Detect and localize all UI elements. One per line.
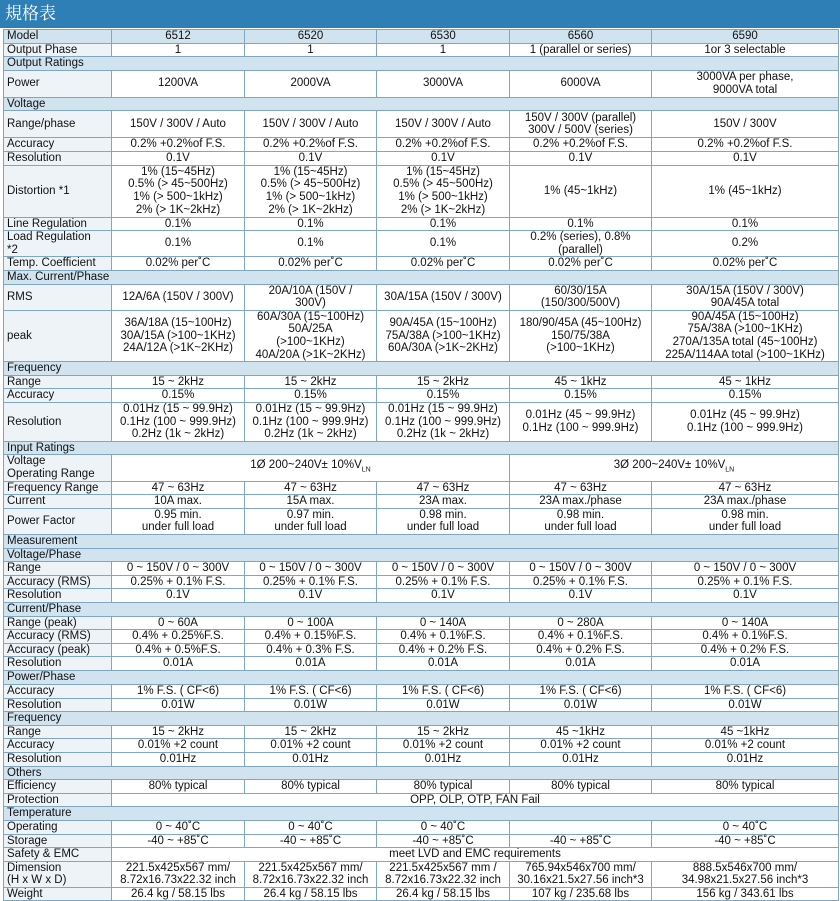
spec-row <box>4 575 839 589</box>
row-label: Safety & EMC <box>4 848 112 862</box>
cell-value: 80% typical <box>510 780 652 794</box>
spec-table-body <box>4 30 839 901</box>
cell-value: 0.4% + 0.2% F.S. <box>510 643 652 657</box>
cell-value: 6000VA <box>510 70 652 97</box>
row-label: Range <box>4 562 112 576</box>
row-label: Resolution <box>4 402 112 441</box>
cell-value: 0.01% +2 count <box>377 739 510 753</box>
spec-row <box>4 389 839 403</box>
spec-row <box>4 138 839 152</box>
row-label: Operating <box>4 820 112 834</box>
spec-row <box>4 616 839 630</box>
section-header <box>4 670 839 684</box>
cell-value: 6520 <box>245 30 377 44</box>
row-label: Distortion *1 <box>4 165 112 217</box>
row-label: Weight <box>4 887 112 901</box>
cell-value: 12A/6A (150V / 300V) <box>112 284 245 310</box>
row-label: Accuracy (RMS) <box>4 630 112 644</box>
row-label: Resolution <box>4 752 112 766</box>
cell-value <box>510 455 839 481</box>
cell-value: 0.01% +2 count <box>652 739 839 753</box>
section-label: Input Ratings <box>4 441 839 455</box>
spec-row <box>4 562 839 576</box>
row-label: Range (peak) <box>4 616 112 630</box>
cell-value: 15 ~ 2kHz <box>377 725 510 739</box>
cell-value: 0.01Hz <box>245 752 377 766</box>
cell-value: 0.97 min. under full load <box>245 508 377 534</box>
cell-value: 0 ~ 40˚C <box>245 820 377 834</box>
cell-value: 0.25% + 0.1% F.S. <box>112 575 245 589</box>
cell-value: 0.2% +0.2%of F.S. <box>377 138 510 152</box>
spec-row <box>4 589 839 603</box>
cell-value: -40 ~ +85˚C <box>377 834 510 848</box>
spec-row <box>4 887 839 901</box>
spec-row <box>4 725 839 739</box>
cell-value: 15A max. <box>245 495 377 509</box>
cell-value: 1200VA <box>112 70 245 97</box>
cell-value: 0.01W <box>245 698 377 712</box>
spec-row <box>4 793 839 807</box>
cell-value: 20A/10A (150V / 300V) <box>245 284 377 310</box>
cell-value: 0.1V <box>652 151 839 165</box>
row-label: peak <box>4 310 112 361</box>
cell-value: 0.15% <box>112 389 245 403</box>
row-label: Resolution <box>4 589 112 603</box>
cell-text: 1Ø 200~240V± 10%V <box>250 459 362 472</box>
cell-value: 0.25% + 0.1% F.S. <box>510 575 652 589</box>
cell-value: 0.02% per˚C <box>245 257 377 271</box>
row-label: Line Regulation <box>4 217 112 231</box>
cell-value: 47 ~ 63Hz <box>112 481 245 495</box>
cell-value: 0 ~ 150V / 0 ~ 300V <box>112 562 245 576</box>
page-title: 規格表 <box>0 0 840 28</box>
cell-value: OPP, OLP, OTP, FAN Fail <box>112 793 839 807</box>
cell-value: 0.01A <box>245 657 377 671</box>
spec-row <box>4 165 839 217</box>
cell-value: 6590 <box>652 30 839 44</box>
cell-value: 0.4% + 0.1%F.S. <box>652 630 839 644</box>
cell-value: 0.01Hz <box>652 752 839 766</box>
section-header <box>4 270 839 284</box>
cell-value: 0.1% <box>112 231 245 257</box>
cell-value: 0.2% +0.2%of F.S. <box>652 138 839 152</box>
spec-row <box>4 820 839 834</box>
cell-value: 0.02% per˚C <box>377 257 510 271</box>
cell-value: 221.5x425x567 mm / 8.72x16.73x22.32 inch <box>377 861 510 887</box>
spec-row <box>4 630 839 644</box>
row-label: Power <box>4 70 112 97</box>
row-label: Efficiency <box>4 780 112 794</box>
cell-value: 0.02% per˚C <box>510 257 652 271</box>
cell-value: 150V / 300V / Auto <box>377 111 510 138</box>
spec-row <box>4 657 839 671</box>
cell-value: 1 (parallel or series) <box>510 43 652 57</box>
cell-value: 0.4% + 0.5%F.S. <box>112 643 245 657</box>
cell-value: 15 ~ 2kHz <box>245 375 377 389</box>
cell-value: 180/90/45A (45~100Hz) 150/75/38A (>100~1KHz) <box>510 310 652 361</box>
row-label: Resolution <box>4 657 112 671</box>
spec-row <box>4 698 839 712</box>
row-label: Voltage Operating Range <box>4 455 112 481</box>
cell-value: 15 ~ 2kHz <box>112 375 245 389</box>
cell-value: 0 ~ 150V / 0 ~ 300V <box>377 562 510 576</box>
cell-value: 0.2% +0.2%of F.S. <box>245 138 377 152</box>
cell-value: 15 ~ 2kHz <box>245 725 377 739</box>
cell-value: 0.1V <box>377 151 510 165</box>
row-label: Protection <box>4 793 112 807</box>
spec-row <box>4 455 839 481</box>
spec-row <box>4 495 839 509</box>
row-label: Accuracy <box>4 138 112 152</box>
cell-value: 0.4% + 0.2% F.S. <box>377 643 510 657</box>
cell-value: -40 ~ +85˚C <box>510 834 652 848</box>
spec-row <box>4 780 839 794</box>
section-label: Frequency <box>4 362 839 376</box>
cell-value: 0.01Hz (45 ~ 99.9Hz) 0.1Hz (100 ~ 999.9Hz) <box>510 402 652 441</box>
cell-value: 15 ~ 2kHz <box>112 725 245 739</box>
section-label: Power/Phase <box>4 670 839 684</box>
cell-value: 6560 <box>510 30 652 44</box>
spec-row <box>4 30 839 44</box>
cell-value: 1 <box>377 43 510 57</box>
section-label: Max. Current/Phase <box>4 270 839 284</box>
cell-value: 36A/18A (15~100Hz) 30A/15A (>100~1KHz) 24A/12A (>1K~2KHz) <box>112 310 245 361</box>
cell-value: 45 ~ 1kHz <box>510 375 652 389</box>
cell-value: 0.15% <box>510 389 652 403</box>
cell-value: 26.4 kg / 58.15 lbs <box>245 887 377 901</box>
section-header <box>4 57 839 71</box>
spec-row <box>4 508 839 534</box>
row-label: Resolution <box>4 151 112 165</box>
cell-value: 0.1V <box>510 151 652 165</box>
cell-value: 0.25% + 0.1% F.S. <box>652 575 839 589</box>
spec-row <box>4 481 839 495</box>
cell-value: 1% F.S. ( CF<6) <box>245 684 377 698</box>
cell-value: 1or 3 selectable <box>652 43 839 57</box>
row-label: Resolution <box>4 698 112 712</box>
cell-value: 60/30/15A (150/300/500V) <box>510 284 652 310</box>
cell-value: 1% F.S. ( CF<6) <box>112 684 245 698</box>
cell-value: 0.4% + 0.25%F.S. <box>112 630 245 644</box>
cell-value: 0.01W <box>510 698 652 712</box>
cell-value: 0.01% +2 count <box>510 739 652 753</box>
row-label: Power Factor <box>4 508 112 534</box>
spec-row <box>4 752 839 766</box>
cell-value: 0.02% per˚C <box>112 257 245 271</box>
row-label: Range/phase <box>4 111 112 138</box>
cell-value: 45 ~ 1kHz <box>652 375 839 389</box>
cell-value: 0.98 min. under full load <box>652 508 839 534</box>
cell-value: 6512 <box>112 30 245 44</box>
cell-value: 0.98 min. under full load <box>510 508 652 534</box>
cell-value: 0.01A <box>377 657 510 671</box>
cell-value: 0 ~ 150V / 0 ~ 300V <box>245 562 377 576</box>
cell-value: 221.5x425x567 mm/ 8.72x16.73x22.32 inch <box>245 861 377 887</box>
row-label: Output Phase <box>4 43 112 57</box>
row-label: Accuracy <box>4 389 112 403</box>
cell-value: 0.4% + 0.1%F.S. <box>377 630 510 644</box>
row-label: RMS <box>4 284 112 310</box>
row-label: Accuracy <box>4 739 112 753</box>
cell-value: -40 ~ +85˚C <box>652 834 839 848</box>
cell-value: 0.2% (series), 0.8% (parallel) <box>510 231 652 257</box>
cell-value: 888.5x546x700 mm/ 34.98x21.5x27.56 inch*3 <box>652 861 839 887</box>
row-label: Range <box>4 725 112 739</box>
section-label: Current/Phase <box>4 603 839 617</box>
section-label: Frequency <box>4 712 839 726</box>
spec-row <box>4 43 839 57</box>
cell-value: 45 ~1kHz <box>652 725 839 739</box>
cell-value: 1% (15~45Hz) 0.5% (> 45~500Hz) 1% (> 500~1kHz) 2% (> 1K~2kHz) <box>377 165 510 217</box>
cell-value: 0.1V <box>112 589 245 603</box>
cell-value: 0.2% <box>652 231 839 257</box>
cell-value: 2000VA <box>245 70 377 97</box>
cell-value: 80% typical <box>245 780 377 794</box>
cell-value: 0.25% + 0.1% F.S. <box>245 575 377 589</box>
spec-row <box>4 643 839 657</box>
spec-row <box>4 284 839 310</box>
cell-value: 0.4% + 0.3% F.S. <box>245 643 377 657</box>
cell-value: 0.01Hz (45 ~ 99.9Hz) 0.1Hz (100 ~ 999.9Hz) <box>652 402 839 441</box>
section-header <box>4 441 839 455</box>
row-label: Frequency Range <box>4 481 112 495</box>
cell-value: 0.1% <box>245 217 377 231</box>
cell-value: 0 ~ 280A <box>510 616 652 630</box>
section-header <box>4 603 839 617</box>
cell-value: 0.1% <box>377 217 510 231</box>
cell-value: 0.1% <box>112 217 245 231</box>
cell-value: 23A max. <box>377 495 510 509</box>
cell-value: 0.01W <box>112 698 245 712</box>
cell-value: 0.01A <box>510 657 652 671</box>
cell-value: 47 ~ 63Hz <box>245 481 377 495</box>
section-header <box>4 97 839 111</box>
cell-value: 23A max./phase <box>652 495 839 509</box>
section-header <box>4 535 839 549</box>
row-label: Load Regulation *2 <box>4 231 112 257</box>
cell-value: 3000VA <box>377 70 510 97</box>
cell-value: 1 <box>245 43 377 57</box>
cell-value: 45 ~1kHz <box>510 725 652 739</box>
cell-value: 1% (15~45Hz) 0.5% (> 45~500Hz) 1% (> 500~1kHz) 2% (> 1K~2kHz) <box>245 165 377 217</box>
cell-value: 0.1% <box>377 231 510 257</box>
cell-value: 0.01W <box>652 698 839 712</box>
row-label: Accuracy (peak) <box>4 643 112 657</box>
spec-row <box>4 684 839 698</box>
cell-value: 150V / 300V (parallel) 300V / 500V (series) <box>510 111 652 138</box>
spec-row <box>4 70 839 97</box>
spec-row <box>4 111 839 138</box>
cell-value: 0 ~ 40˚C <box>377 820 510 834</box>
subscript: LN <box>725 466 735 474</box>
cell-value: 26.4 kg / 58.15 lbs <box>377 887 510 901</box>
row-label: Accuracy (RMS) <box>4 575 112 589</box>
cell-value: 156 kg / 343.61 lbs <box>652 887 839 901</box>
cell-value: 0.1V <box>112 151 245 165</box>
spec-row <box>4 257 839 271</box>
cell-value: 0.01Hz (15 ~ 99.9Hz) 0.1Hz (100 ~ 999.9Hz) 0.2Hz (1k ~ 2kHz) <box>245 402 377 441</box>
cell-value: 0 ~ 100A <box>245 616 377 630</box>
cell-value: 60A/30A (15~100Hz) 50A/25A (>100~1KHz) 40A/20A (>1K~2KHz) <box>245 310 377 361</box>
cell-value: 23A max./phase <box>510 495 652 509</box>
cell-value: 0.1V <box>510 589 652 603</box>
cell-value: -40 ~ +85˚C <box>245 834 377 848</box>
cell-value: 0.4% + 0.15%F.S. <box>245 630 377 644</box>
cell-value: 107 kg / 235.68 lbs <box>510 887 652 901</box>
spec-table <box>3 29 839 901</box>
cell-value: 0.01Hz <box>510 752 652 766</box>
cell-value: 80% typical <box>652 780 839 794</box>
cell-value: 0 ~ 140A <box>377 616 510 630</box>
cell-value: 0.01Hz <box>377 752 510 766</box>
cell-value: 30A/15A (150V / 300V) 90A/45A total <box>652 284 839 310</box>
cell-value: 80% typical <box>377 780 510 794</box>
spec-row <box>4 151 839 165</box>
cell-value <box>510 820 652 834</box>
cell-value: 0.01Hz (15 ~ 99.9Hz) 0.1Hz (100 ~ 999.9Hz) 0.2Hz (1k ~ 2kHz) <box>112 402 245 441</box>
cell-text: 3Ø 200~240V± 10%V <box>613 459 726 472</box>
cell-value: 0.01A <box>652 657 839 671</box>
cell-value <box>112 455 510 481</box>
cell-value: 150V / 300V / Auto <box>245 111 377 138</box>
cell-value: -40 ~ +85˚C <box>112 834 245 848</box>
spec-row <box>4 402 839 441</box>
cell-value: 47 ~ 63Hz <box>510 481 652 495</box>
cell-value: 1 <box>112 43 245 57</box>
spec-row <box>4 375 839 389</box>
cell-value: 0.15% <box>652 389 839 403</box>
cell-value: 0 ~ 140A <box>652 616 839 630</box>
section-label: Temperature <box>4 807 839 821</box>
cell-value: 6530 <box>377 30 510 44</box>
cell-value: 0.1% <box>510 217 652 231</box>
row-label: Range <box>4 375 112 389</box>
cell-value: 0.1V <box>652 589 839 603</box>
cell-value: 0.1V <box>377 589 510 603</box>
spec-row <box>4 848 839 862</box>
cell-value: 0.1% <box>245 231 377 257</box>
section-label: Output Ratings <box>4 57 839 71</box>
cell-value: 26.4 kg / 58.15 lbs <box>112 887 245 901</box>
spec-row <box>4 834 839 848</box>
cell-value: 90A/45A (15~100Hz) 75A/38A (>100~1KHz) 270A/135A total (45~100Hz) 225A/114AA total (>100~1KHz) <box>652 310 839 361</box>
row-label: Model <box>4 30 112 44</box>
cell-value: 80% typical <box>112 780 245 794</box>
cell-value: 1% (15~45Hz) 0.5% (> 45~500Hz) 1% (> 500~1kHz) 2% (> 1K~2kHz) <box>112 165 245 217</box>
section-header <box>4 807 839 821</box>
cell-value: 221.5x425x567 mm/ 8.72x16.73x22.32 inch <box>112 861 245 887</box>
cell-value: 1% F.S. ( CF<6) <box>377 684 510 698</box>
cell-value: 10A max. <box>112 495 245 509</box>
cell-value: 0 ~ 40˚C <box>112 820 245 834</box>
cell-value: 90A/45A (15~100Hz) 75A/38A (>100~1KHz) 60A/30A (>1K~2KHz) <box>377 310 510 361</box>
section-label: Voltage <box>4 97 839 111</box>
cell-value: 0.15% <box>245 389 377 403</box>
cell-value: 0.25% + 0.1% F.S. <box>377 575 510 589</box>
spec-row <box>4 310 839 361</box>
cell-value: 0.15% <box>377 389 510 403</box>
section-label: Voltage/Phase <box>4 548 839 562</box>
cell-value: 0.01A <box>112 657 245 671</box>
cell-value: meet LVD and EMC requirements <box>112 848 839 862</box>
cell-value: 0.2% +0.2%of F.S. <box>510 138 652 152</box>
cell-value: 1% F.S. ( CF<6) <box>510 684 652 698</box>
cell-value: 1% (45~1kHz) <box>510 165 652 217</box>
cell-value: 3000VA per phase, 9000VA total <box>652 70 839 97</box>
cell-value: 0.4% + 0.1%F.S. <box>510 630 652 644</box>
subscript: LN <box>361 466 371 474</box>
cell-value: 0.01% +2 count <box>245 739 377 753</box>
cell-value: 0.1% <box>652 217 839 231</box>
section-label: Measurement <box>4 535 839 549</box>
cell-value: 0.01Hz <box>112 752 245 766</box>
cell-value: 0.01Hz (15 ~ 99.9Hz) 0.1Hz (100 ~ 999.9Hz) 0.2Hz (1k ~ 2kHz) <box>377 402 510 441</box>
spec-row <box>4 231 839 257</box>
cell-value: 150V / 300V <box>652 111 839 138</box>
cell-value: 0.95 min. under full load <box>112 508 245 534</box>
cell-value: 0 ~ 60A <box>112 616 245 630</box>
section-header <box>4 712 839 726</box>
cell-value: 30A/15A (150V / 300V) <box>377 284 510 310</box>
cell-value: 47 ~ 63Hz <box>377 481 510 495</box>
cell-value: 1% F.S. ( CF<6) <box>652 684 839 698</box>
cell-value: 150V / 300V / Auto <box>112 111 245 138</box>
spec-row <box>4 739 839 753</box>
cell-value: 15 ~ 2kHz <box>377 375 510 389</box>
section-header <box>4 548 839 562</box>
spec-row <box>4 861 839 887</box>
cell-value: 0.01W <box>377 698 510 712</box>
section-header <box>4 362 839 376</box>
row-label: Storage <box>4 834 112 848</box>
cell-value: 47 ~ 63Hz <box>652 481 839 495</box>
section-label: Others <box>4 766 839 780</box>
cell-value: 765.94x546x700 mm/ 30.16x21.5x27.56 inch*3 <box>510 861 652 887</box>
cell-value: 0.4% + 0.2% F.S. <box>652 643 839 657</box>
cell-value: 0 ~ 40˚C <box>652 820 839 834</box>
cell-value: 0.01% +2 count <box>112 739 245 753</box>
cell-value: 0 ~ 150V / 0 ~ 300V <box>652 562 839 576</box>
cell-value: 1% (45~1kHz) <box>652 165 839 217</box>
row-label: Current <box>4 495 112 509</box>
row-label: Accuracy <box>4 684 112 698</box>
section-header <box>4 766 839 780</box>
cell-value: 0.2% +0.2%of F.S. <box>112 138 245 152</box>
cell-value: 0.1V <box>245 589 377 603</box>
row-label: Temp. Coefficient <box>4 257 112 271</box>
cell-value: 0.98 min. under full load <box>377 508 510 534</box>
cell-value: 0.1V <box>245 151 377 165</box>
spec-row <box>4 217 839 231</box>
row-label: Dimension (H x W x D) <box>4 861 112 887</box>
cell-value: 0 ~ 150V / 0 ~ 300V <box>510 562 652 576</box>
cell-value: 0.02% per˚C <box>652 257 839 271</box>
